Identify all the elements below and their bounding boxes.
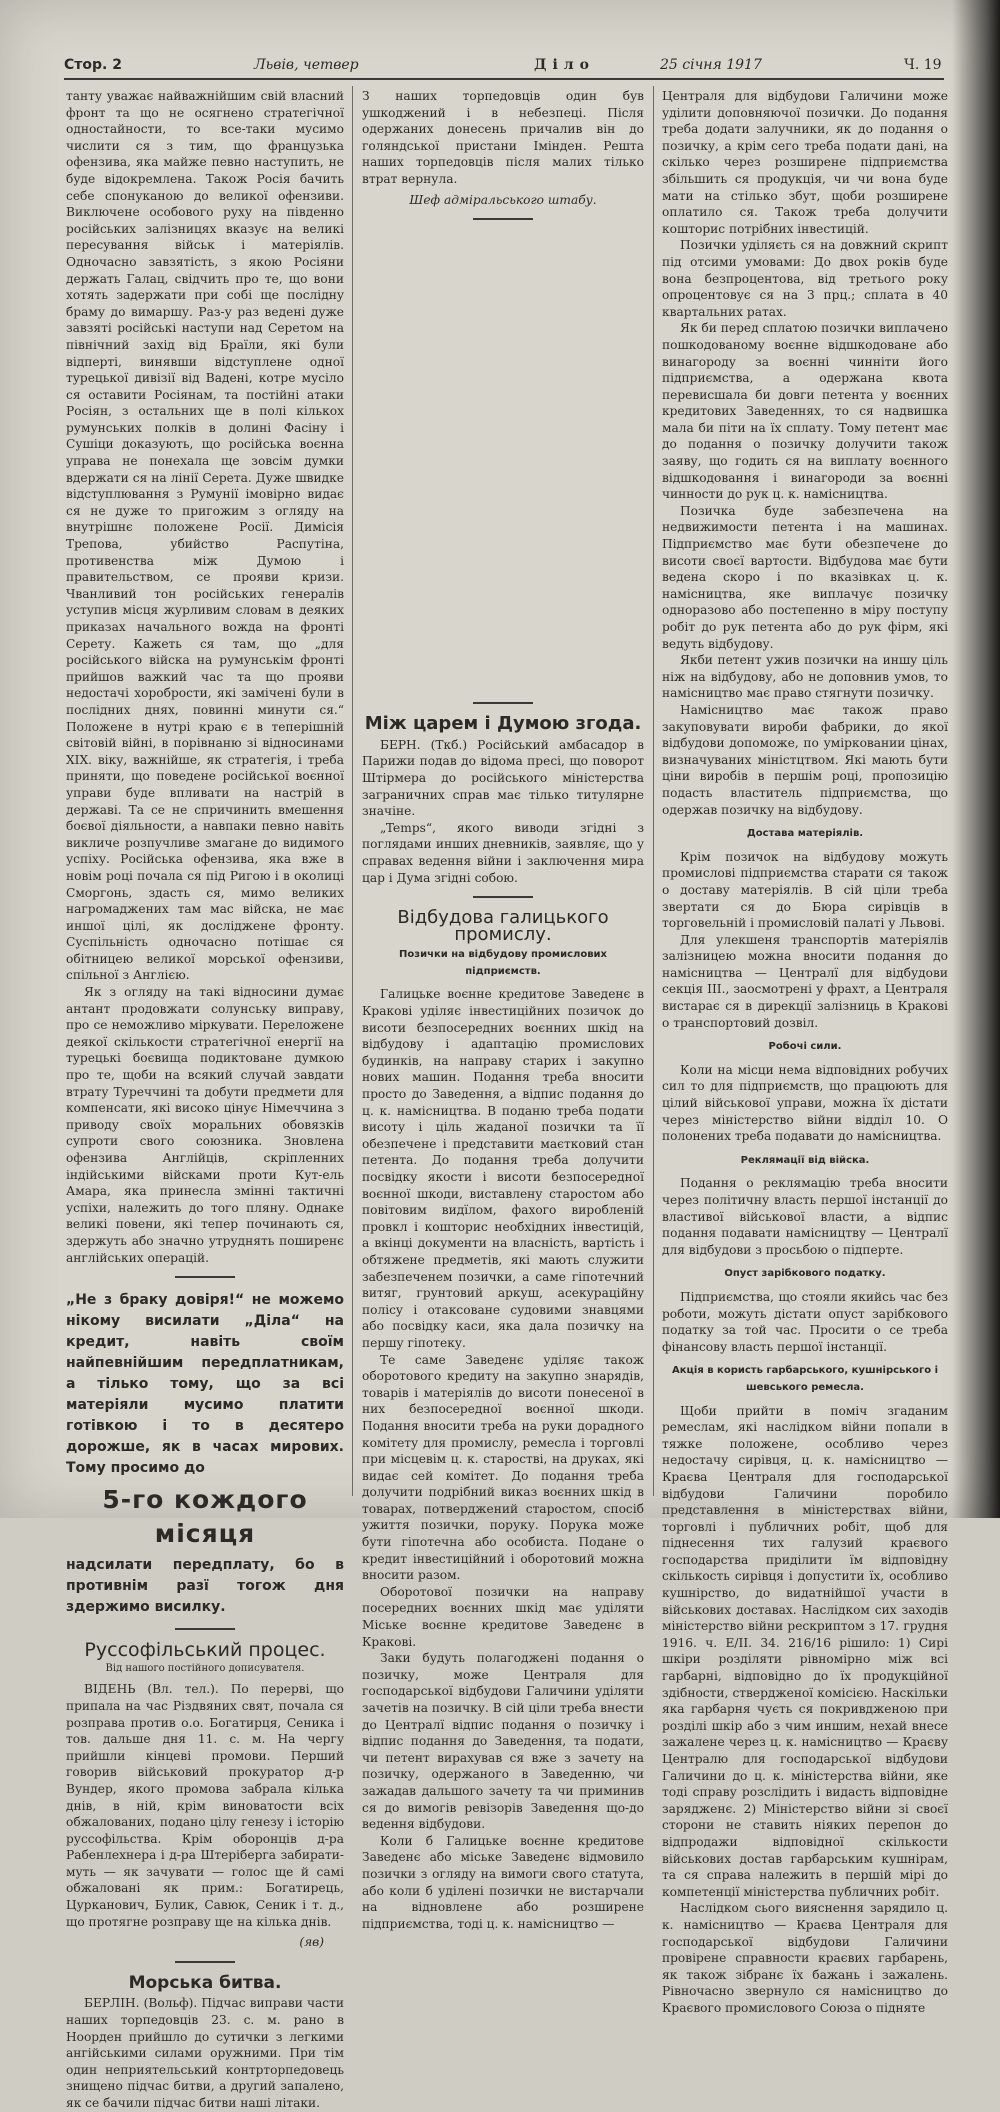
article-text: Підприємства, що стояли якийсь час без роботи, можуть дістати опуст зарібкового податку за той час. Просити о се треба фінансову власть першої інстанції. (662, 1289, 948, 1354)
article-text: Заки будуть полагоджені подання о позичку, може Централя для господарської відбудови Галичини уділяти зачетів на позичку. В сій ціли треба внести до Централї відпис подання о позичку і відпис подання до Заведення, та подати, чи петент вирахував ся вже з зачету на позичку, одержаного в Заведенню, чи зажадав дальшого зачету та чи приминив ся до вимогів ревізорів Заведення що-до ведення відбудови. (362, 1651, 644, 1832)
page-edge-shadow (952, 0, 1000, 1518)
notice-text: надсилати передплату, бо в противнім разї тогож дня здержимо висилку. (66, 1557, 344, 1616)
divider (473, 218, 533, 220)
article-title: Відбудова галицького промислу. (397, 907, 609, 945)
divider (473, 896, 533, 898)
column-3 (662, 88, 948, 2015)
article-text: Галицьке воєнне кредитове Заведенє в Кракові уділяє інвестиційних позичок до висоти безпосередних воєнних шкід на відбудову і адаптацію промислових будинків, на направу старих і закупно нових машин. Подання треба вносити просто до Заведення, а відпис подання до ц. к. намісництва. В поданю треба подати висоту і ціль жаданої позички та її обезпечене і представити маєтковий стан петента. До подання треба долучити посвідку якости і висоти безпосередної воєнної шкоди, виставлену старостом або повітовим видїлом, фахого виробленій провкл і кошторис необхідних інвестицій, а вкінці документи на власність, вартість і обтяжене предметів, які мають служити забезпеченем позички, а саме гіпотечний витяг, грунтовий аркуш, асекураційну полісу і отаксоване судовими знавцями або посвідку каси, яка дала позичку на першу гіпотеку. (362, 987, 644, 1350)
section-heading: Акція в користь гарбарського, кушнірського і шевського ремесла. (671, 1365, 939, 1393)
article-text: танту уважає найважнійшим свій власний фронт та що не осягнено стратегічної одностайности, то все-таки мусимо числити ся з тим, що французька офензива, яка майже певно наступить, не буде відокремлена. Також Росія бачить себе спонуканою до великої офензиви. Виключене особового руху на південно російських залізницях вказує на великі пересування військ і матеріялів. Одночасно завзятість, з якою Росіяни держать Галац, свідчить про те, що вони хотять задержати при собі ще послідну браму до вимаршу. Раз-у раз ведені дуже завзяті російські наступи над Серетом на північний захід від Браїли, які були відперті, винявши відступлене одної турецької дивізії від Вадені, котре мусіло ся оставити Росіянам, та постійні атаки Росіян, з остальних ще в полі кількох румунських полків в долині Фасіну і Сушіци доказують, що російська воєнна управа не понехала ще зовсім думки вдержати ся на лінії Серета. Дуже швидке відступлювання з Румунії імовірно видає ся не дуже то пригожим з огляду на внутрішнє положене Росії. Димісія Трепова, убийство Распутіна, противенства між Думою і правительством, се прояви кризи. Чванливий тон російських генералів уступив місця журливим словам в деяких приказах начального вожда на фронті Серету. Кажеть ся там, що „для російського війска на румунськім фронті прийшов важкий час та що прояви недостачі хоробрости, які замічені були в послідних днях, повинні минути ся.“ Положене в нутрі краю є в теперішній світовій війні, в порівнаню зі відносинами XIX. віку, важнійше, як стратегія, і треба приняти, що поведене російської воєнної управи буде впливати на настрій в державі. Та се не спричинить вмешення боєвої діяльности, а навпаки певно навіть викличе розпучливе змагане до видимого успіху. Російська офензива, яка вже в новім році почала ся під Ригою і в околиці Сморгонь, здасть ся, мимо великих нагромаджених там мас війска, не має иншої цілі, як досліджене фронту. Суспільність одночасно потішає ся обітницею великої морської офензиви, спільної з Англією. (66, 89, 344, 983)
article-signature: (яв) (299, 1935, 324, 1950)
article-text: Намісництво має також право закуповувати вироби фабрики, до якої відбудови допоможе, по умірковании цінах, визначуваних міністцтвом. Які мають бути ціни виробів в першім році, пропозицію подасть властитель підприємства, що одержав позичку на відбудову. (662, 702, 948, 817)
article-text: Позички уділяєть ся на довжний скрипт під отсими умовами: До двох років буде вона безпроцентова, від третього року опроцентовує ся на 3 прц.; сплата в 40 квартальних ратах. (662, 238, 948, 319)
article-title: Руссофільський процес. (84, 1639, 326, 1662)
city-weekday: Львів, четвер (254, 57, 359, 73)
article-signature: Шеф адміральського штабу. (409, 192, 597, 207)
censored-blank-space (362, 232, 644, 692)
divider (175, 1961, 235, 1963)
article-source: Від нашого постійного дописувателя. (105, 1662, 305, 1674)
article-text: Наслідком сього вияснення зарядило ц. к. намісництво — Краєва Централя для господарської відбудови Галичини провірене справности краєвих гарбарень, як також зібранє їх бажань і зажалень. Рівночасно звернуло ся намісництво до Краєвого промислового Союза о підняте (662, 1901, 948, 2015)
article-text: Коли на місци нема відповідних робучих сил то для підприємств, що працюють для цілий військової управи, можна їх дістати через міністерство війни відділ 10. О полонених треба подавати до намісництва. (662, 1062, 948, 1144)
article-text: Централя для відбудови Галичини може уділити доповняючої позички. До подання треба додати залучники, як до подання о позичку, а крім сего треба подати дані, на скілько через розширене підприємства збільшить ся продукція, чи чи вона буде мати на стілько збут, щоби розширене оплатило ся. Також треба долучити кошторис потрібних інвестицій. (662, 89, 948, 236)
article-text: Коли б Галицьке воєнне кредитове Заведенє або міське Заведенє відмовило позички з огляду на вимоги свого статута, або коли б уділені позички не вистарчали на відновлене або розширене підприємства, тоді ц. к. намісництво — (362, 1833, 644, 1931)
article-text: Як би перед сплатою позички виплачено пошкодованому воєнне відшкодоване або винагороду за воєнні чинніти його підприємства, а одержана квота перевисшала би довги петента у воєнних кредитових Заведеннях, то ся надвишка мала би піти на їх сплату. Тому петент має до подання о позичку долучити також заяву, що годить ся на виплату воєнного відшкодовання і винагороди за воєнні чинности до рук ц. к. намісництва. (662, 321, 948, 502)
article-text: З наших торпедовців один був ушкоджений і в небезпеці. Після одержаних донесень причалив він до голяндської пристани Імінден. Решта наших торпедовців після малих тілько втрат вернула. (362, 89, 644, 186)
column-2 (362, 88, 644, 1931)
article-text: ВІДЕНЬ (Вл. тел.). По перерві, що припала на час Різдвяних свят, почала ся розправа против о.о. Богатирця, Сеника і тов. дальше дня 11. с. м. На чергу прийшли кінцеві промови. Перший говорив військовий прокуратор д-р Вундер, якого промова забрала кілька днів, в ній, крім виноватости всіх обжалованих, подано цілу генезу і історію руссофільства. Крім оборонців д-ра Рабенлехнера і д-ра Штеріберга забирати-муть — як зачувати — голос ще й самі обжаловані як прим.: Богатирець, Цурканович, Булик, Савюк, Сеник і т. д., що протягне розправу ще на кілька днів. (66, 1682, 344, 1929)
article-text: Крім позичок на відбудову можуть промислові підприємства старати ся також о доставу матеріялів. В сій ціли треба звертати ся до Бюра сирівців в торговельній і промисловій палаті у Львові. (662, 849, 948, 931)
article-text: Як з огляду на такі відносини думає антант продовжати солунську виправу, про се неможливо міркувати. Переложене деякої скількости стратегічної енергії на турецькі боєвища подиктоване думкою про те, щоби на всякий случай завдати втрату Туреччині та добути предмети для компенсати, які високо цінує Німеччина з приводу своїх моральних обовязків супроти свого союзника. Зновлена офензива Англійців, скріпленних індійськими війсками проти Кут-ель Амара, яка принесла змінні тактичні успіхи, належить до того пляну. Однаке великі повени, які тепер починають ся, здержуть або значно утруднять поширенє англійських операцій. (66, 985, 344, 1265)
column-rule (352, 86, 353, 1496)
page-number: Стор. 2 (64, 57, 122, 73)
article-text: „Temps“, якого виводи згідні з поглядами инших дневників, заявляє, що у справах ведення війни і заключення мира цар і Дума згідні собою. (362, 820, 644, 885)
page-header (64, 54, 944, 80)
column-rule (653, 86, 654, 1496)
section-heading: Достава матеріялів. (746, 828, 864, 840)
article-text: Позичка буде забезпечена на недвижимости петента і на машинах. Підприємство має бути обезпечене до висоти своєї вартости. Відбудова має бути ведена скоро і по вказівках ц. к. намісництва, яке виплачує позичку одноразово або постепенно в міру поступу робіт до рук петента або до рук фірм, які ведуть відбудову. (662, 503, 948, 651)
notice-text: „Не з браку довіря!“ не можемо нікому висилати „Діла“ на кредит, навіть своїм найпевнійшим передплатникам, а тілько тому, що за всі матеріяли мусимо платити готівкою і то в десятеро дорожше, як в часах мирових. Тому просимо до (66, 1292, 344, 1477)
article-text: Подання о реклямацію треба вносити через політичну власть першої інстанції до властивої військової власти, а відпис подання подавати намісництву — Централї для відбудови з просьбою о підперте. (662, 1176, 948, 1257)
article-subtitle: Позички на відбудову промислових підприємств. (399, 949, 607, 977)
article-title: Морська битва. (128, 1972, 282, 1993)
article-text: Якби петент ужив позички на иншу ціль ніж на відбудову, або не доповнив умов, то намісництво має право стягнути позичку. (662, 653, 948, 701)
issue-number: Ч. 19 (904, 57, 942, 73)
article-text: Щоби прийти в поміч згаданим ремеслам, які наслідком війни попали в тяжке положене, особливо через недостачу сирівця, ц. к. намісництво — Краєва Централя для господарської відбудови Галичини поробило представлення в міністерствах війни, торговлі і публичних робіт, щоб для піднесення тих галузий краєвого господарства приділити їм відповідну скількость сирівця і допустити їх, особливо кушнірство, до видатнійшої участи в військових доставах. Наслідком сих заходів міністерство війни рескриптом з 17. грудня 1916. ч. Е/II. 34. 216/16 рішило: 1) Сирі шкіри розділяти рівномірно між всі гарбарні, відповідно до їх продукційної здібности, ствердженої комісією. Наскільки яка гарбарня чуєть ся покривдженою при розділі шкір або з чим иншим, нехай внесе зажалене через ц. к. намісництво — Краєву Централю для господарської відбудови Галичини до ц. к. міністерства війни, яке тоді справу розслідить і видасть відповідне зарядженє. 2) Міністерство війни зі своєї сторони не ставить ніяких перепон до відпродажи відповідної скількости військових достав гарбарським кушнірам, та ся справа належить в першій мірі до компетенції міністерства публичних робіт. (662, 1403, 948, 1899)
section-heading: Опуст зарібкового податку. (724, 1268, 886, 1280)
divider (175, 1276, 235, 1278)
column-1 (66, 88, 344, 2110)
section-heading: Реклямації від війска. (740, 1154, 870, 1166)
article-text: Оборотової позички на направу посередних воєнних шкід має уділяти Міське воєнне кредитове Заведенє в Кракові. (362, 1584, 644, 1649)
article-title: Між царем і Думою згода. (364, 713, 642, 735)
divider (473, 702, 533, 704)
newspaper-name: Діло (534, 57, 595, 73)
article-text: БЕРЛІН. (Вольф). Підчас виправи части наших торпедовців 23. с. м. рано в Ноорден прийшло до сутички з легкими ангійськими силами оружними. При тім один неприятельський контрторпедовець знищено підчас битви, а другий запалено, як се бачили підчас битви наші літаки. (66, 1996, 344, 2110)
section-heading: Робочі сили. (768, 1041, 842, 1053)
issue-date: 25 січня 1917 (660, 57, 762, 73)
divider (175, 1628, 235, 1630)
notice-deadline: 5-го кождого місяця (102, 1485, 308, 1549)
article-text: БЕРН. (Ткб.) Російський амбасадор в Парижи подав до відома пресі, що поворот Штірмера до російського міністерства заграничних справ має тілько титулярне значіне. (362, 737, 644, 819)
article-text: Те саме Заведенє уділяє також оборотового кредиту на закупно знарядів, товарів і матеріялів до висоти понесеної в них безпосередної воєнної шкоди. Подання вносити треба на руки дорадного комітету для промислу, ремесла і торговлі при місцевім ц. к. старостві, на друках, які видає сей комітет. До подання треба долучити подрібний виказ воєнних шкід в товарах, потверджений старостом, спосіб ужиття позички, поруку. Порука може бути гіпотечна або особиста. Подане о кредит інвестиційний і оборотовий можна вносити разом. (362, 1352, 644, 1583)
subscription-notice (66, 1290, 344, 1618)
article-text: Для улекшеня транспортів матеріялів залізницею можна вносити подання до намісництва — Централї для відбудови секція III., заосмотрені у фрахт, а Централя вистарає ся в дирекції залізниць в Кракові о транспортовий дозвіл. (662, 932, 948, 1030)
